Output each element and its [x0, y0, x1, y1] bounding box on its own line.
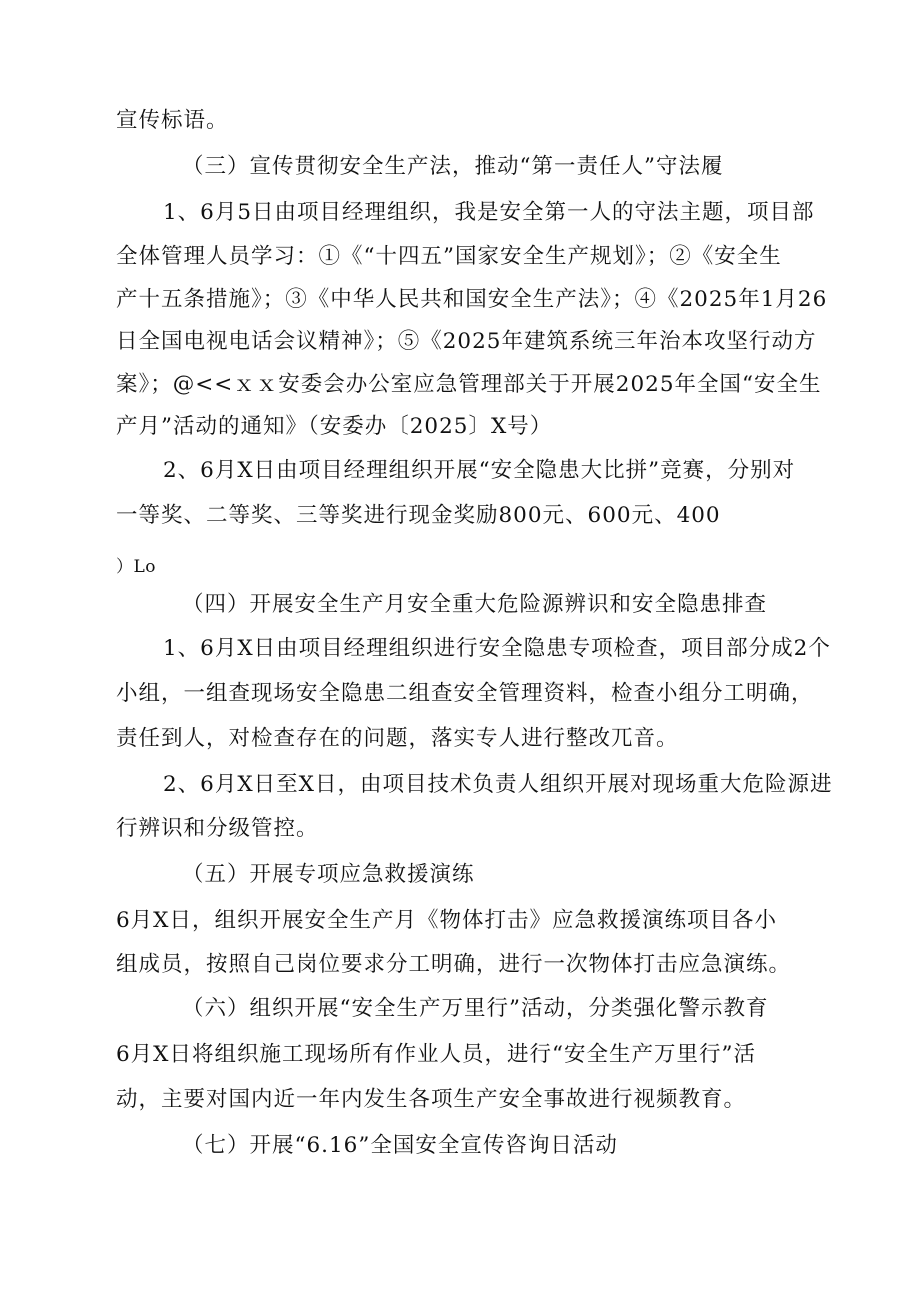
paragraph-line: 6月X日将组织施工现场所有作业人员，进行“安全生产万里行”活 — [116, 1042, 756, 1067]
paragraph-line: 2、6月X日至X日，由项目技术负责人组织开展对现场重大危险源进 — [163, 772, 833, 797]
paragraph-line: 全体管理人员学习：①《“十四五”国家安全生产规划》；②《安全生 — [116, 244, 782, 269]
paragraph-line: ）Lo — [116, 557, 157, 577]
paragraph-line: 产十五条措施》；③《中华人民共和国安全生产法》；④《2025年1月26 — [116, 287, 828, 312]
paragraph-line: 2、6月X日由项目经理组织开展“安全隐患大比拼”竞赛，分别对 — [163, 458, 796, 483]
section-heading: （四）开展安全生产月安全重大危险源辨识和安全隐患排查 — [182, 592, 768, 617]
section-heading: （七）开展“6.16”全国安全宣传咨询日活动 — [182, 1133, 618, 1158]
paragraph-line: 组成员，按照自己岗位要求分工明确，进行一次物体打击应急演练。 — [116, 952, 792, 977]
paragraph-line: 宣传标语。 — [116, 108, 229, 133]
paragraph-line: 1、6月X日由项目经理组织进行安全隐患专项检查，项目部分成2个 — [163, 636, 831, 661]
paragraph-line: 1、6月5日由项目经理组织，我是安全第一人的守法主题，项目部 — [163, 200, 815, 225]
paragraph-line: 动，主要对国内近一年内发生各项生产安全事故进行视频教育。 — [116, 1087, 747, 1112]
paragraph-line: 一等奖、二等奖、三等奖进行现金奖励800元、600元、400 — [116, 503, 721, 528]
section-heading: （三）宣传贯彻安全生产法，推动“第一责任人”守法履 — [182, 154, 724, 179]
paragraph-line: 小组，一组查现场安全隐患二组查安全管理资料，检查小组分工明确， — [116, 681, 814, 706]
section-heading: （六）组织开展“安全生产万里行”活动，分类强化警示教育 — [182, 996, 769, 1021]
paragraph-line: 产月”活动的通知》（安委办〔2025〕X号） — [116, 414, 553, 439]
paragraph-line: 案》；@<<ｘｘ安委会办公室应急管理部关于开展2025年全国“安全生 — [116, 372, 822, 397]
paragraph-line: 日全国电视电话会议精神》；⑤《2025年建筑系统三年治本攻坚行动方 — [116, 329, 817, 354]
paragraph-line: 行辨识和分级管控。 — [116, 816, 319, 841]
paragraph-line: 责任到人，对检查存在的问题，落实专人进行整改兀音。 — [116, 726, 679, 751]
section-heading: （五）开展专项应急救援演练 — [182, 862, 475, 887]
paragraph-line: 6月X日，组织开展安全生产月《物体打击》应急救援演练项目各小 — [116, 908, 777, 933]
